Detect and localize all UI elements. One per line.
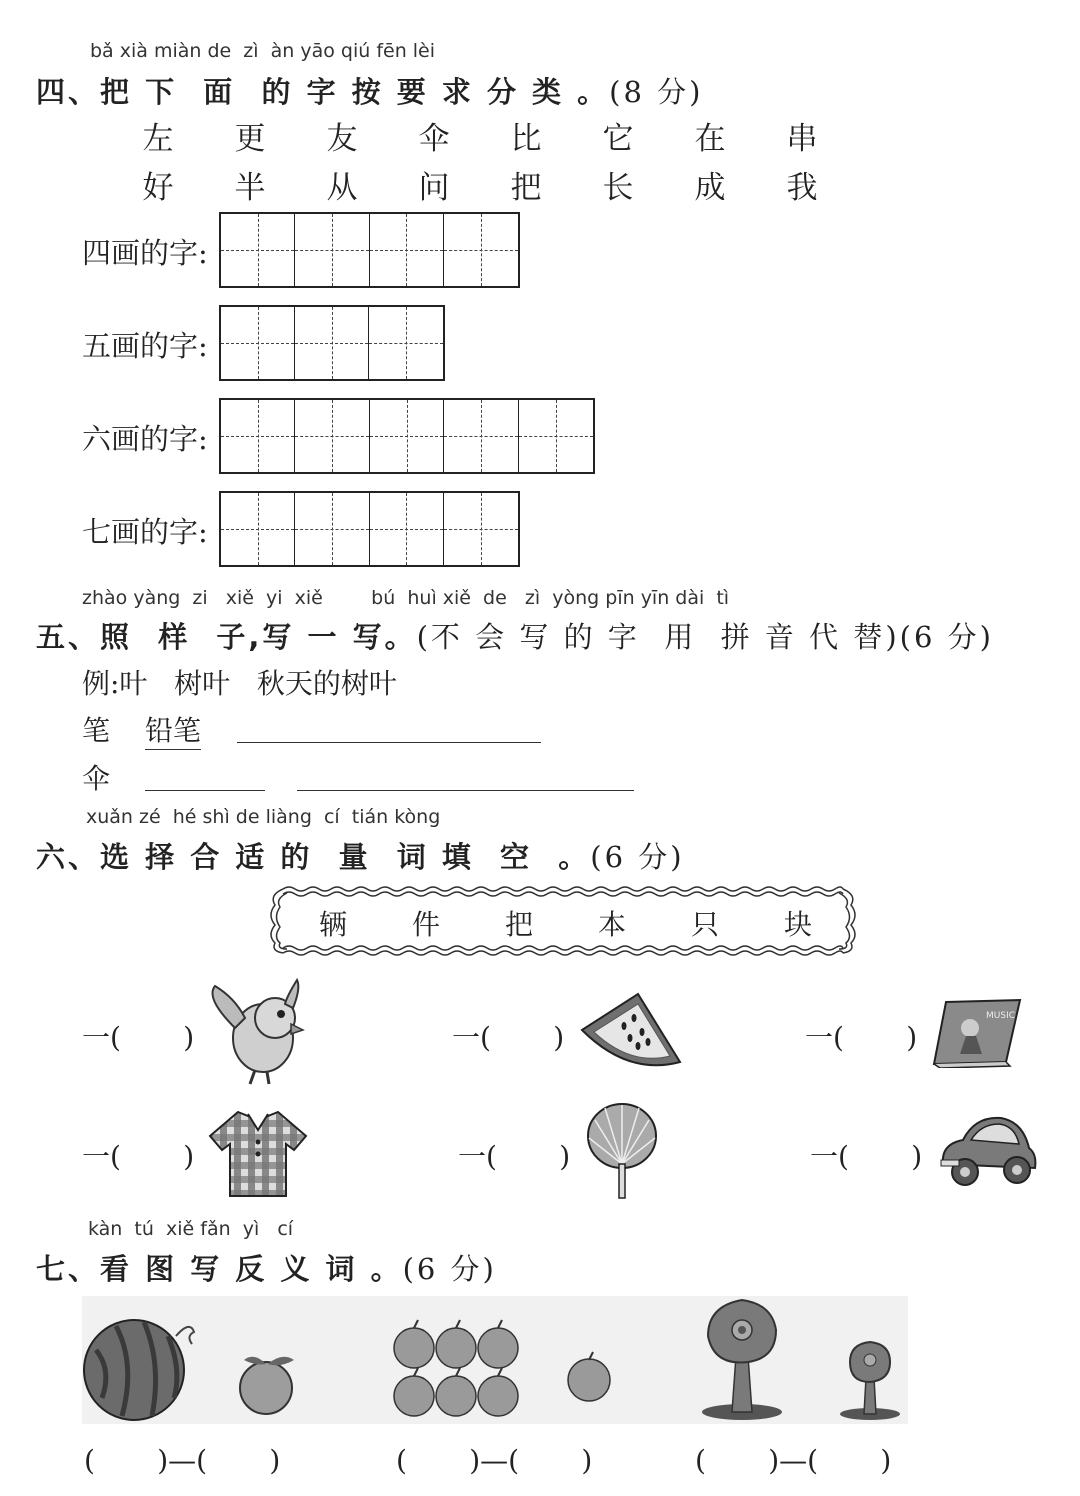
- grid-cell[interactable]: [444, 400, 518, 472]
- char-item: 从: [326, 170, 358, 206]
- antonym-pair-3[interactable]: ( )—( ): [695, 1444, 892, 1477]
- char-row-1: [133, 113, 827, 158]
- antonym-pair-1[interactable]: ( )—( ): [84, 1444, 281, 1477]
- grid-cell[interactable]: [370, 214, 444, 286]
- grid-cell[interactable]: [295, 493, 369, 565]
- sec5-title: [36, 615, 994, 656]
- antonym-pair-2[interactable]: ( )—( ): [396, 1444, 593, 1477]
- sec5-char-2: 伞: [82, 762, 111, 795]
- writing-grid-5[interactable]: [219, 305, 445, 381]
- grid-cell[interactable]: [444, 493, 518, 565]
- short-tree-icon: [838, 1338, 902, 1422]
- char-item: 友: [326, 121, 358, 157]
- sec4-score: (8 分): [609, 75, 704, 109]
- measure-word: 块: [783, 908, 812, 941]
- sec5-word-1: 铅笔: [145, 709, 201, 750]
- watermelon-slice-icon: [578, 990, 684, 1078]
- grid-cell[interactable]: [295, 214, 369, 286]
- shirt-icon: [206, 1106, 310, 1198]
- char-item: 左: [142, 121, 174, 157]
- one-apple-icon: [565, 1350, 613, 1402]
- blank-watermelon[interactable]: 一( ): [452, 1021, 565, 1054]
- sec5-char-1: 笔: [82, 714, 111, 747]
- grid-cell[interactable]: [295, 400, 369, 472]
- sec5-title-text: 五、照 样 子,写 一 写。: [36, 620, 417, 654]
- big-watermelon-icon: [82, 1314, 200, 1422]
- sec5-blank-1[interactable]: [237, 712, 541, 743]
- grid-cell[interactable]: [221, 493, 295, 565]
- measure-word: 辆: [318, 908, 347, 941]
- char-item: 更: [234, 121, 266, 157]
- small-orange-icon: [236, 1350, 300, 1416]
- char-item: 伞: [418, 121, 450, 157]
- writing-grid-4[interactable]: [219, 212, 520, 288]
- svg-text:MUSIC: MUSIC: [986, 1011, 1016, 1021]
- writing-grid-7[interactable]: [219, 491, 520, 567]
- measure-word: 把: [504, 908, 533, 941]
- char-item: 长: [602, 170, 634, 206]
- grid-cell[interactable]: [369, 307, 443, 379]
- fan-icon: [585, 1102, 659, 1200]
- sec5-blank-3[interactable]: [297, 760, 634, 791]
- grid-cell[interactable]: [444, 214, 518, 286]
- sec4-pinyin: bǎ xià miàn de zì àn yāo qiú fēn lèi: [90, 40, 436, 62]
- grid-cell[interactable]: [221, 400, 295, 472]
- char-item: 它: [602, 121, 634, 157]
- bird-icon: [205, 978, 305, 1088]
- sec7-score: (6 分): [402, 1252, 497, 1286]
- blank-shirt[interactable]: 一( ): [82, 1140, 195, 1173]
- grid-cell[interactable]: [519, 400, 593, 472]
- char-item: 我: [786, 170, 818, 206]
- grid-label-4: 四画的字:: [82, 236, 208, 270]
- measure-word: 件: [411, 908, 440, 941]
- blank-book[interactable]: 一( ): [805, 1021, 918, 1054]
- grid-label-6: 六画的字:: [82, 422, 208, 456]
- grid-label-7: 七画的字:: [82, 515, 208, 549]
- blank-fan[interactable]: 一( ): [458, 1140, 571, 1173]
- tall-tree-icon: [700, 1296, 784, 1422]
- grid-cell[interactable]: [295, 307, 369, 379]
- grid-cell[interactable]: [370, 400, 444, 472]
- sec4-title: [36, 70, 703, 111]
- sec5-example: 例:叶 树叶 秋天的树叶: [82, 667, 397, 700]
- char-item: 比: [510, 121, 542, 157]
- sec5-note: (不 会 写 的 字 用 拼 音 代 替)(6 分): [416, 620, 994, 654]
- grid-cell[interactable]: [221, 307, 295, 379]
- char-item: 串: [786, 121, 818, 157]
- sec6-pinyin: xuǎn zé hé shì de liàng cí tián kòng: [86, 806, 441, 828]
- sec7-title: [36, 1247, 497, 1288]
- sec6-score: (6 分): [590, 840, 685, 874]
- char-item: 半: [234, 170, 266, 206]
- grid-cell[interactable]: [221, 214, 295, 286]
- measure-word: 本: [597, 908, 626, 941]
- measure-word-box: [265, 883, 861, 959]
- many-apples-icon: [392, 1318, 522, 1422]
- char-row-2: [133, 162, 827, 207]
- writing-grid-6[interactable]: [219, 398, 595, 474]
- sec5-blank-2[interactable]: [145, 760, 265, 791]
- char-item: 在: [694, 121, 726, 157]
- char-item: 成: [694, 170, 726, 206]
- sec6-title: [36, 835, 685, 876]
- grid-cell[interactable]: [370, 493, 444, 565]
- book-icon: [930, 998, 1022, 1068]
- car-icon: [935, 1110, 1039, 1192]
- char-item: 问: [418, 170, 450, 206]
- sec7-title-text: 七、看 图 写 反 义 词 。: [36, 1252, 403, 1286]
- sec5-pinyin: zhào yàng zi xiě yi xiě bú huì xiě de zì yòng pīn yīn dài tì: [82, 587, 730, 609]
- sec7-pinyin: kàn tú xiě fǎn yì cí: [88, 1218, 294, 1240]
- blank-bird[interactable]: 一( ): [82, 1021, 195, 1054]
- sec4-title-text: 四、把 下 面 的 字 按 要 求 分 类 。: [36, 75, 610, 109]
- grid-label-5: 五画的字:: [82, 329, 208, 363]
- blank-car[interactable]: 一( ): [810, 1140, 923, 1173]
- sec6-title-text: 六、选 择 合 适 的 量 词 填 空 。: [36, 840, 591, 874]
- measure-word: 只: [690, 908, 719, 941]
- char-item: 好: [142, 170, 174, 206]
- measure-word-list: [303, 903, 828, 943]
- char-item: 把: [510, 170, 542, 206]
